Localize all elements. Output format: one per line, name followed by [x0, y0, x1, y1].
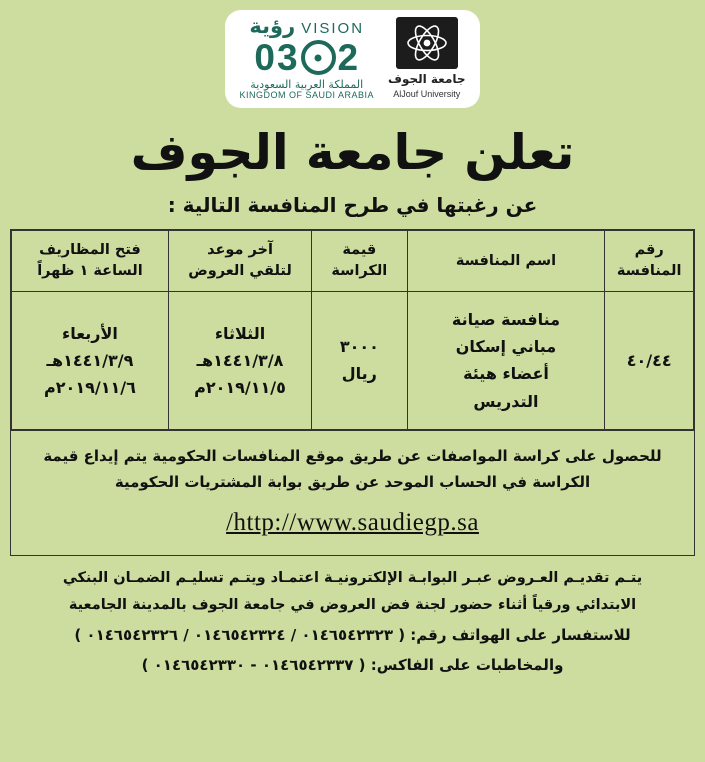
atom-icon	[396, 17, 458, 69]
cell-booklet-price-currency: ريال	[341, 364, 377, 384]
column-header-envelope-opening-line2: الساعة ١ ظهراً	[37, 263, 143, 280]
cell-booklet-price-amount: ٣٠٠٠	[339, 337, 379, 357]
contact-fax: والمخاطبات على الفاكس: ( ٠١٤٦٥٤٢٣٣٧ - ٠١٤٦٥٤٢٣٣٠ )	[141, 656, 564, 675]
cell-offer-deadline-day: الثلاثاء	[214, 323, 266, 343]
notice-line-2: الكراسة في الحساب الموحد عن طريق بوابة المشتريات الحكومية	[114, 473, 591, 492]
kingdom-name-english: KINGDOM OF SAUDI ARABIA	[239, 90, 374, 100]
notice-line-1: للحصول على كراسة المواصفات عن طريق موقع المنافسات الحكومية يتم إيداع قيمة	[43, 446, 662, 465]
column-header-tender-name-text: اسم المنافسة	[455, 252, 557, 269]
kingdom-name-arabic: المملكة العربية السعودية	[250, 78, 364, 91]
column-header-offer-deadline-line2: لتلقي العروض	[188, 263, 292, 280]
footer-line-1: يتـم تقديـم العـروض عبـر البوابـة الإلكترونيـة اعتمـاد ويتـم تسليـم الضمـان البنكي	[62, 570, 643, 587]
university-name-arabic: جامعة الجوف	[388, 72, 466, 86]
vision-digit-2: 2	[337, 37, 360, 78]
cell-offer-deadline-gregorian: ٢٠١٩/١١/٥م	[194, 378, 286, 397]
university-logo	[388, 17, 466, 99]
vision-year	[254, 39, 359, 76]
cell-tender-name-line1: منافسة صيانة	[451, 310, 561, 330]
cell-envelope-opening	[12, 292, 169, 430]
table-row	[12, 292, 694, 430]
column-header-booklet-price-line2: الكراسة	[331, 263, 388, 280]
government-portal-link[interactable]: /http://www.saudiegp.sa	[226, 509, 479, 537]
cell-envelope-opening-hijri: ١٤٤١/٣/٩هـ	[46, 350, 134, 370]
column-header-tender-name	[407, 231, 605, 292]
vision-ring-icon	[301, 40, 336, 75]
column-header-envelope-opening-line1: فتح المظاريف	[39, 242, 141, 258]
page-title: تعلن جامعة الجوف	[130, 124, 575, 181]
logo-bar	[0, 0, 705, 108]
column-header-tender-number	[605, 231, 694, 292]
column-header-booklet-price	[312, 231, 407, 292]
notice-block	[10, 431, 695, 556]
cell-tender-name	[407, 292, 605, 430]
vision-2030-logo	[239, 16, 374, 100]
vision-title-row	[249, 16, 364, 37]
contact-phones: للاستفسار على الهواتف رقم: ( ٠١٤٦٥٤٢٣٢٣ / ٠١٤٦٥٤٢٣٢٤ / ٠١٤٦٥٤٢٣٢٦ )	[74, 625, 631, 644]
vision-digit-3: 3	[276, 37, 299, 78]
university-name-english: AlJouf University	[393, 89, 461, 99]
column-header-tender-number-line1: رقم	[634, 242, 664, 258]
cell-booklet-price	[312, 292, 407, 430]
cell-tender-name-line2: مباني إسكان	[455, 337, 557, 357]
cell-offer-deadline	[168, 292, 311, 430]
column-header-tender-number-line2: المنافسة	[616, 263, 682, 280]
tender-table	[11, 230, 694, 430]
tender-table-wrapper	[10, 229, 695, 431]
vision-digit-0: 0	[254, 37, 276, 78]
cell-offer-deadline-hijri: ١٤٤١/٣/٨هـ	[196, 350, 284, 370]
cell-tender-name-line4: التدريس	[473, 391, 539, 411]
logo-card	[225, 10, 479, 108]
cell-tender-name-line3: أعضاء هيئة	[463, 364, 549, 384]
column-header-offer-deadline-line1: آخر موعد	[207, 242, 273, 258]
cell-envelope-opening-day: الأربعاء	[62, 323, 118, 343]
column-header-offer-deadline	[168, 231, 311, 292]
footer-block	[12, 565, 693, 680]
column-header-envelope-opening	[12, 231, 169, 292]
footer-line-2: الابتدائي ورقياً أثناء حضور لجنة فض العروض في جامعة الجوف بالمدينة الجامعية	[68, 596, 637, 613]
table-header-row	[12, 231, 694, 292]
vision-title-arabic: رؤية	[249, 14, 296, 38]
vision-title-english: VISION	[301, 20, 365, 37]
cell-envelope-opening-gregorian: ٢٠١٩/١١/٦م	[44, 378, 136, 397]
cell-tender-number: ٤٠/٤٤	[605, 292, 694, 430]
page-subtitle: عن رغبتها في طرح المنافسة التالية :	[167, 193, 538, 217]
column-header-booklet-price-line1: قيمة	[342, 242, 377, 258]
